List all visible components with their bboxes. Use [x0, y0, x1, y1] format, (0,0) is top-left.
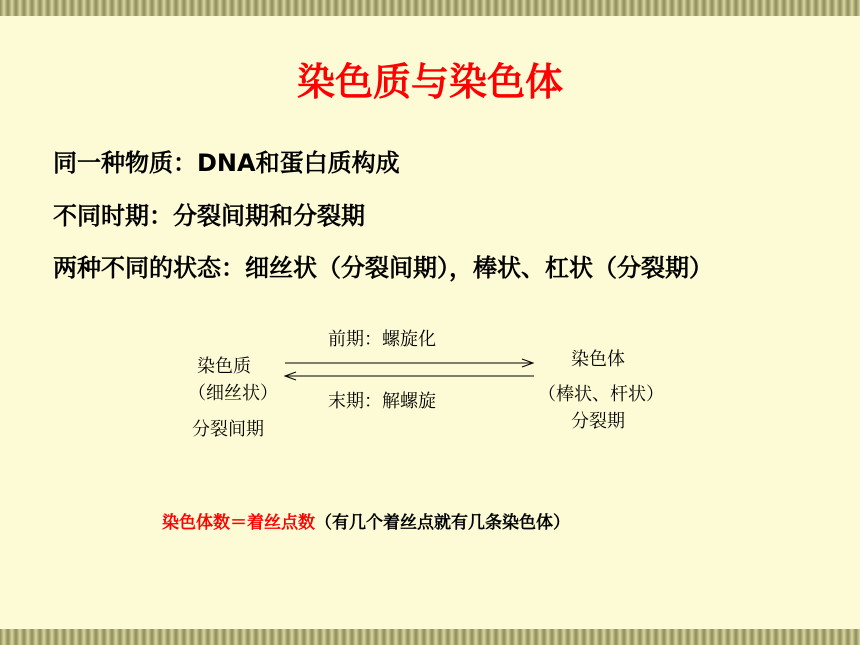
decorative-top-border	[0, 0, 860, 16]
decorative-bottom-border	[0, 629, 860, 645]
chromatin-label: 染色质	[197, 356, 251, 377]
bullet-same-substance: 同一种物质：DNA和蛋白质构成	[53, 149, 400, 177]
backward-process-label: 末期：解螺旋	[328, 391, 436, 412]
chromatin-shape-label: （细丝状）	[188, 383, 278, 404]
chromosome-count-rule	[162, 511, 570, 535]
bullet-two-states: 两种不同的状态：细丝状（分裂间期），棒状、杠状（分裂期）	[53, 254, 713, 282]
conversion-arrows	[280, 355, 540, 385]
division-phase-label: 分裂期	[571, 411, 625, 432]
forward-arrow	[285, 359, 533, 367]
chromosome-shape-label: （棒状、杆状）	[538, 384, 664, 405]
forward-process-label: 前期：螺旋化	[328, 329, 436, 350]
count-equation-note: （有几个着丝点就有几条染色体）	[315, 513, 570, 533]
count-equation: 染色体数＝着丝点数	[162, 513, 315, 533]
slide-title: 染色质与染色体	[296, 60, 563, 104]
chromosome-label: 染色体	[571, 349, 625, 370]
bullet-different-periods: 不同时期：分裂间期和分裂期	[53, 202, 365, 230]
backward-arrow	[285, 372, 534, 380]
interphase-label: 分裂间期	[192, 419, 264, 440]
